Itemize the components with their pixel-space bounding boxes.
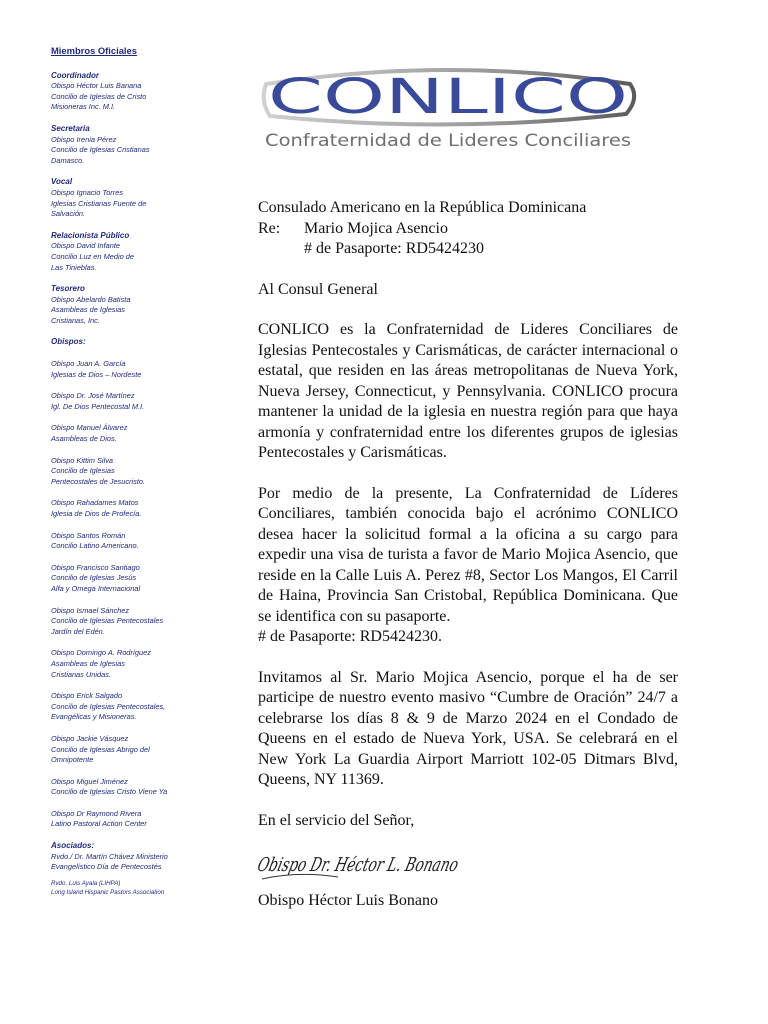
member-entry [51, 777, 231, 798]
sidebar-title: Miembros Oficiales [51, 45, 137, 56]
member-entry [51, 359, 231, 380]
member-entry [51, 456, 231, 488]
logo-subtitle: Confraternidad de Lideres Conciliares [265, 131, 631, 150]
bishop-list [51, 359, 231, 830]
signature-graphic [255, 841, 539, 891]
member-line: Jardín del Edén. [51, 626, 105, 636]
member-line: Concilio de Iglesias Pentecostales, [51, 701, 166, 711]
member-line: Obispo Kittim Silva [51, 455, 114, 465]
member-line: Obispo Dr Raymond Rivera [51, 808, 142, 818]
member-line: Damasco. [51, 155, 85, 165]
member-line: Omnipotente [51, 755, 94, 765]
member-line: Obispo Francisco Santiago [51, 562, 140, 572]
salutation: Al Consul General [258, 280, 378, 298]
passport-line: # de Pasaporte: RD5424230 [304, 240, 484, 257]
member-line: Alfa y Omega Internacional [51, 583, 141, 593]
member-line: Concilio de Iglesias Cristo Viene Ya [51, 787, 168, 797]
member-line: Iglesia de Dios de Profecía. [51, 509, 142, 518]
signature [255, 841, 678, 891]
member-line: Asambleas de Iglesias [51, 305, 125, 315]
member-line: Obispo Miguel Jiménez [51, 776, 128, 786]
member-line: Iglesias Cristianas Fuente de [51, 198, 147, 208]
paragraph-request: Por medio de la presente, La Confraternidad de Líderes Conciliares, también conocida bajo el acrónimo CONLICO desea hacer la solicitud formal a la oficina a su cargo para expedir una visa de turista a favor de Mario Mojica Asencio, que reside en la Calle Luis A. Perez #8, Sector Los Mangos, El Carril de Haina, Provincia San Cristobal, República Dominicana. Que se identifica con su pasaporte. [258, 484, 678, 625]
member-line: Misioneras Inc. M.I. [51, 102, 116, 112]
re-label: Re: [258, 219, 281, 237]
signature-text: Obispo Dr. Héctor L. Bonano [255, 853, 539, 876]
member-line: Obispo Dr. José Martínez [51, 391, 135, 401]
member-role: Coordinador [51, 70, 99, 80]
member-line: Obispo Ismael Sánchez [51, 605, 130, 615]
paragraph-intro: CONLICO es la Confraternidad de Lideres Conciliares de Iglesias Pentecostales y Carismáticas, de carácter internacional o estatal, que residen en las áreas metropolitanas de Nueva York, Nueva Jersey, Connecticut, y Pennsylvania. CONLICO procura mantener la unidad de la iglesia en nuestra región para que haya armonía y confraternidad entre los diferentes grupos de iglesias Pentecostales y Carismáticas. [258, 321, 678, 461]
member-line: Obispo Santos Román [51, 530, 126, 540]
member-entry [51, 498, 231, 519]
bishops-section [51, 337, 231, 348]
associate-small-line: Rvdo. Luis Ayala (LIHPA) [51, 879, 121, 887]
member-line: Las Tinieblas. [51, 262, 97, 272]
member-line: Obispo Ignacio Torres [51, 187, 124, 197]
member-line: Concilio de Iglesias de Cristo [51, 91, 147, 101]
paragraph-invitation: Invitamos al Sr. Mario Mojica Asencio, porque el ha de ser participe de nuestro evento masivo “Cumbre de Oración” 24/7 a celebrarse los días 8 & 9 de Marzo 2024 en el Condado de Queens en el estado de Nueva York, USA. Se celebrará en el New York La Guardia Airport Marriott 102-05 Ditmars Blvd, Queens, NY 11369. [258, 668, 678, 788]
member-line: Obispo Juan A. García [51, 359, 126, 369]
member-entry [51, 177, 231, 219]
member-role: Secretaria [51, 123, 90, 133]
re-name: Mario Mojica Asencio [304, 219, 448, 237]
member-line: Obispo Héctor Luis Banana [51, 81, 142, 91]
member-line: Concilio de Iglesias Abrigo del [51, 744, 150, 754]
member-line: Obispo Manuel Álvarez [51, 423, 128, 433]
member-line: Obispo Rahadames Matos [51, 498, 139, 508]
member-entry [51, 231, 231, 273]
member-line: Pentecostales de Jesucristo. [51, 476, 146, 486]
logo-graphic [258, 62, 638, 152]
member-entry [51, 124, 231, 166]
associate-line: Evangelístico Día de Pentecostés [51, 862, 162, 872]
member-line: Concilio de Iglesias Jesús [51, 573, 137, 583]
member-entry [51, 563, 231, 595]
member-line: Cristianas, Inc. [51, 315, 100, 325]
re-line [258, 219, 678, 240]
member-entry [51, 71, 231, 113]
member-entry [51, 423, 231, 444]
associates-section [51, 841, 231, 897]
member-entry [51, 809, 231, 830]
member-line: Obispo David Infante [51, 241, 121, 251]
member-line: Salvación. [51, 209, 86, 219]
member-line: Igl. De Dios Pentecostal M.I. [51, 401, 145, 411]
closing: En el servicio del Señor, [258, 811, 415, 829]
member-entry [51, 531, 231, 552]
letter-body [255, 198, 678, 912]
member-line: Obispo Irenia Pérez [51, 134, 117, 144]
member-role: Vocal [51, 177, 73, 187]
member-entry [51, 391, 231, 412]
member-line: Evangélicas y Misioneras. [51, 712, 137, 722]
member-line: Obispo Jackie Vásquez [51, 733, 129, 743]
member-line: Concilio Latino Americano. [51, 541, 139, 551]
associate-line: Rvdo./ Dr. Martín Chávez Ministerio [51, 851, 168, 861]
member-entry [51, 734, 231, 766]
member-line: Cristianas Unidas. [51, 669, 111, 679]
associate-small-line: Long Island Hispanic Pastors Association [51, 888, 165, 896]
member-entry [51, 691, 231, 723]
paragraph-request-passport: # de Pasaporte: RD5424230. [258, 628, 442, 645]
member-line: Obispo Domingo A. Rodríguez [51, 648, 151, 658]
member-line: Asambleas de Iglesias [51, 658, 125, 668]
member-line: Asambleas de Dios. [51, 434, 117, 444]
member-entry [51, 606, 231, 638]
member-line: Concilio de Iglesias [51, 466, 115, 476]
member-role: Tesorero [51, 284, 85, 294]
member-line: Concilio de Iglesias Pentecostales [51, 616, 164, 626]
recipient: Consulado Americano en la República Dominicana [258, 199, 587, 216]
member-entry [51, 648, 231, 680]
bishops-label: Obispos: [51, 337, 86, 347]
member-line: Concilio Luz en Medio de [51, 251, 134, 261]
member-line: Iglesias de Dios – Nordeste [51, 369, 142, 379]
logo-wordmark: CONLICO [268, 69, 628, 125]
member-role: Relacionista Público [51, 230, 130, 240]
associates-label: Asociados: [51, 841, 95, 851]
member-line: Obispo Abelardo Batista [51, 294, 131, 304]
conlico-logo [258, 62, 638, 152]
member-entry [51, 284, 231, 326]
member-line: Obispo Erick Salgado [51, 691, 123, 701]
member-line: Latino Pastoral Action Center [51, 819, 147, 829]
signer-name: Obispo Héctor Luis Bonano [258, 892, 438, 909]
member-line: Concilio de Iglesias Cristianas [51, 145, 150, 155]
officer-list [51, 71, 231, 327]
sidebar-members [51, 46, 231, 897]
